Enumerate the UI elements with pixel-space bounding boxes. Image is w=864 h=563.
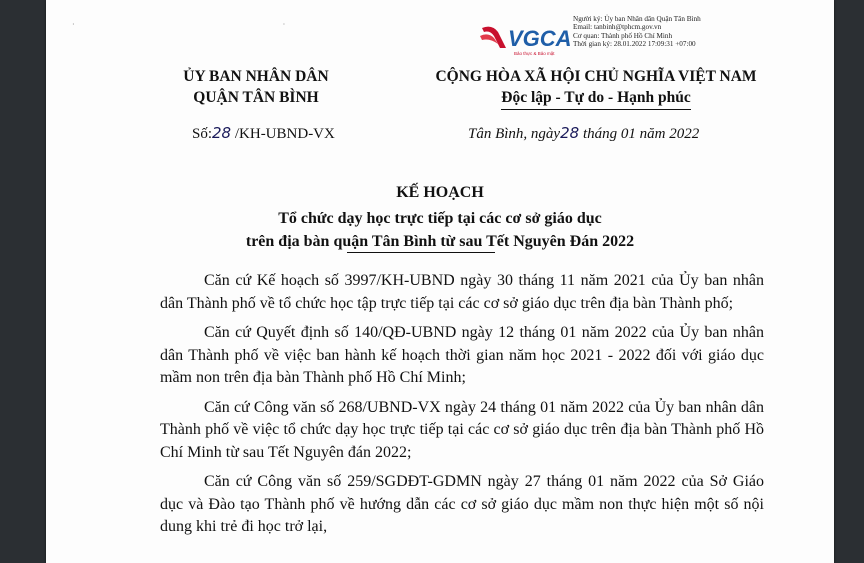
legal-basis-paragraph: Căn cứ Công văn số 268/UBND-VX ngày 24 tháng 01 năm 2022 của Ủy ban nhân dân Thành phố về việc tổ chức dạy học trực tiếp tại các cơ sở giáo dục trên địa bàn Thành phố Hồ Chí Minh từ sau Tết Nguyên đán 2022; — [160, 398, 764, 461]
viewer-background-right — [834, 0, 864, 563]
handwritten-day: 28 — [560, 124, 580, 142]
motto: Độc lập - Tự do - Hạnh phúc — [501, 87, 690, 110]
signature-info — [573, 15, 701, 48]
vgca-signature-logo — [478, 18, 574, 58]
national-motto — [406, 66, 786, 110]
document-body — [160, 270, 764, 546]
svg-text:VGCA: VGCA — [508, 26, 572, 51]
legal-basis-paragraph: Căn cứ Công văn số 259/SGDĐT-GDMN ngày 27 tháng 01 năm 2022 của Sở Giáo dục và Đào tạo Thành phố về hướng dẫn các cơ sở giáo dục mầm non thực hiện một số nội dung khi trẻ đi học trở lại, — [160, 473, 764, 535]
title-divider — [347, 252, 495, 253]
document-page — [46, 0, 834, 563]
document-type-title: KẾ HOẠCH — [396, 184, 484, 201]
org-line-2: QUẬN TÂN BÌNH — [193, 89, 319, 106]
signature-line: Email: tanbinh@tphcm.gov.vn — [573, 23, 662, 32]
document-date: Tân Bình, ngày28 tháng 01 năm 2022 — [468, 124, 700, 142]
legal-basis-paragraph: Căn cứ Kế hoạch số 3997/KH-UBND ngày 30 tháng 11 năm 2021 của Ủy ban nhân dân Thành phố về tổ chức học tập trực tiếp tại các cơ sở giáo dục trên địa bàn Thành phố; — [160, 272, 764, 312]
signature-line: Người ký: Ủy ban Nhân dân Quận Tân Bình — [573, 15, 701, 23]
scan-marks: · · — [72, 20, 286, 29]
subject-line-1: Tổ chức dạy học trực tiếp tại các cơ sở giáo dục — [278, 210, 602, 227]
nation-name: CỘNG HÒA XÃ HỘI CHỦ NGHĨA VIỆT NAM — [435, 68, 757, 85]
subject-line-2: trên địa bàn quận Tân Bình từ sau Tết Nguyên Đán 2022 — [245, 233, 635, 250]
handwritten-number: 28 — [212, 124, 232, 142]
svg-text:Bảo thực & Bảo mật: Bảo thực & Bảo mật — [514, 51, 555, 56]
org-line-1: ỦY BAN NHÂN DÂN — [183, 68, 329, 85]
issuing-organization — [166, 66, 346, 108]
document-subject — [46, 207, 834, 253]
signature-line: Thời gian ký: 28.01.2022 17:09:31 +07:00 — [573, 39, 696, 48]
document-number: Số:28 /KH-UBND-VX — [192, 124, 335, 142]
signature-line: Cơ quan: Thành phố Hồ Chí Minh — [573, 31, 673, 40]
viewer-background-left — [0, 0, 46, 563]
legal-basis-paragraph: Căn cứ Quyết định số 140/QĐ-UBND ngày 12 tháng 01 năm 2022 của Ủy ban nhân dân Thành phố về việc ban hành kế hoạch thời gian năm học 2021 - 2022 đối với giáo dục mầm non trên địa bàn Thành phố Hồ Chí Minh; — [160, 324, 764, 386]
